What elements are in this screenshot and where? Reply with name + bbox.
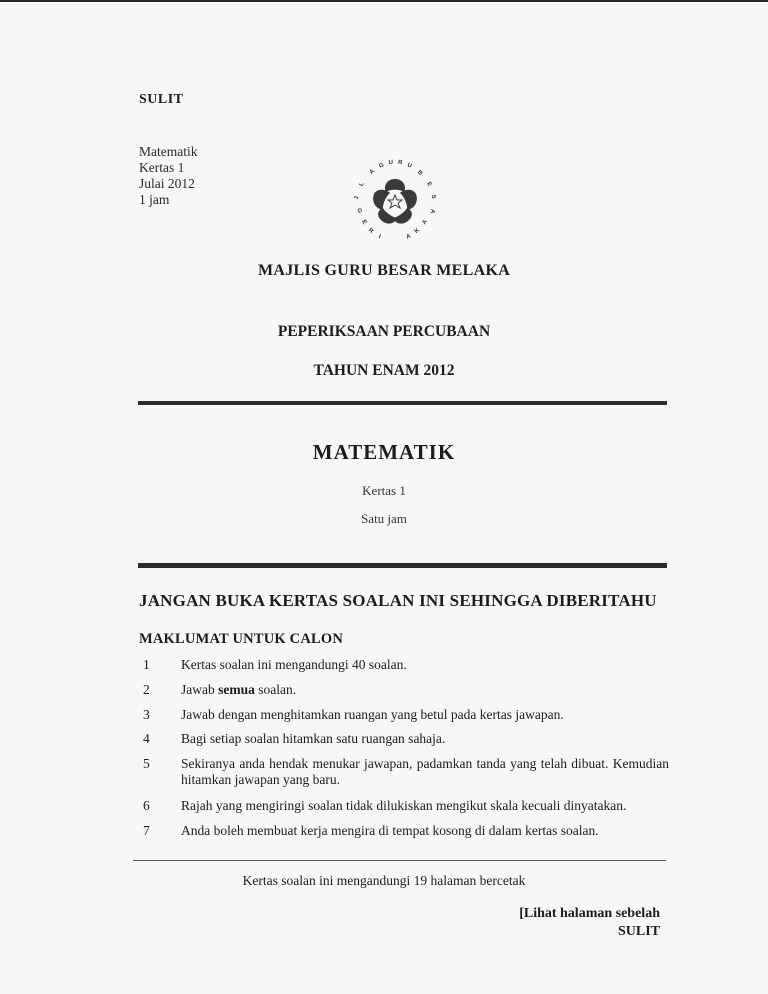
instruction-number: 7 <box>143 823 150 838</box>
page-top-edge <box>0 0 768 2</box>
instruction-item <box>139 682 669 698</box>
instruction-text: Bagi setiap soalan hitamkan satu ruangan sahaja. <box>181 731 446 746</box>
page-count-note: Kertas soalan ini mengandungi 19 halaman bercetak <box>242 873 526 888</box>
instruction-number: 6 <box>143 798 150 813</box>
instruction-item <box>139 823 669 839</box>
council-seal-icon <box>346 156 444 248</box>
instruction-number: 1 <box>143 657 150 672</box>
instruction-number: 2 <box>143 682 150 697</box>
instruction-text: Anda boleh membuat kerja mengira di tempat kosong di dalam kertas soalan. <box>181 823 599 838</box>
svg-text:G: G <box>378 162 385 170</box>
instruction-number: 4 <box>143 731 150 746</box>
exam-year: TAHUN ENAM 2012 <box>313 362 455 379</box>
svg-text:A: A <box>405 233 412 241</box>
instruction-item <box>139 756 669 788</box>
svg-text:B: B <box>416 169 424 177</box>
instruction-item <box>139 731 669 747</box>
instruction-item <box>139 707 669 723</box>
instruction-item <box>139 657 669 673</box>
candidate-info-heading: MAKLUMAT UNTUK CALON <box>139 631 344 647</box>
svg-text:R: R <box>367 227 375 235</box>
meta-date: Julai 2012 <box>139 176 195 191</box>
paper-label: Kertas 1 <box>362 483 406 498</box>
svg-text:U: U <box>406 162 413 170</box>
exam-name: PEPERIKSAAN PERCUBAAN <box>277 323 491 340</box>
svg-text:I: I <box>377 233 382 241</box>
instruction-text: Rajah yang mengiringi soalan tidak dilukiskan mengikut skala kecuali dinyatakan. <box>181 798 627 813</box>
instruction-text: Sekiranya anda hendak menukar jawapan, padamkan tanda yang telah dibuat. Kemudian hitamkan jawapan yang baru. <box>181 756 669 787</box>
classification-label: SULIT <box>139 92 184 107</box>
subject-title: MATEMATIK <box>312 440 456 464</box>
instruction-text: Jawab dengan menghitamkan ruangan yang betul pada kertas jawapan. <box>181 707 564 722</box>
organization-title: MAJLIS GURU BESAR MELAKA <box>257 262 511 279</box>
svg-text:A: A <box>428 208 436 214</box>
meta-duration: 1 jam <box>139 192 170 207</box>
duration-label: Satu jam <box>361 511 407 526</box>
svg-text:G: G <box>355 207 363 214</box>
svg-text:E: E <box>360 219 368 226</box>
do-not-open-warning: JANGAN BUKA KERTAS SOALAN INI SEHINGGA DIBERITAHU <box>139 591 657 610</box>
page-turn-note <box>460 905 660 941</box>
instruction-text: Jawab semua soalan. <box>181 682 297 697</box>
classification-footer: SULIT <box>617 924 660 939</box>
svg-text:J: J <box>353 195 361 200</box>
svg-text:E: E <box>425 181 433 188</box>
svg-text:U: U <box>388 159 394 167</box>
next-page-label: [Lihat halaman sebelah <box>519 906 660 921</box>
meta-paper: Kertas 1 <box>139 160 185 175</box>
paper-metadata <box>139 144 197 208</box>
divider-top <box>138 401 667 405</box>
instruction-text: Kertas soalan ini mengandungi 40 soalan. <box>181 657 407 672</box>
svg-text:S: S <box>429 194 437 200</box>
instruction-item <box>139 798 669 814</box>
meta-subject: Matematik <box>139 144 198 159</box>
emphasis-all: semua <box>218 682 255 697</box>
svg-text:L: L <box>358 181 366 188</box>
divider-bottom <box>138 563 667 568</box>
footer-rule <box>133 860 666 861</box>
svg-text:A: A <box>421 218 429 226</box>
instruction-number: 5 <box>143 756 150 771</box>
svg-text:K: K <box>413 227 421 235</box>
svg-text:A: A <box>368 168 376 176</box>
instruction-number: 3 <box>143 707 150 722</box>
svg-text:R: R <box>397 159 403 167</box>
